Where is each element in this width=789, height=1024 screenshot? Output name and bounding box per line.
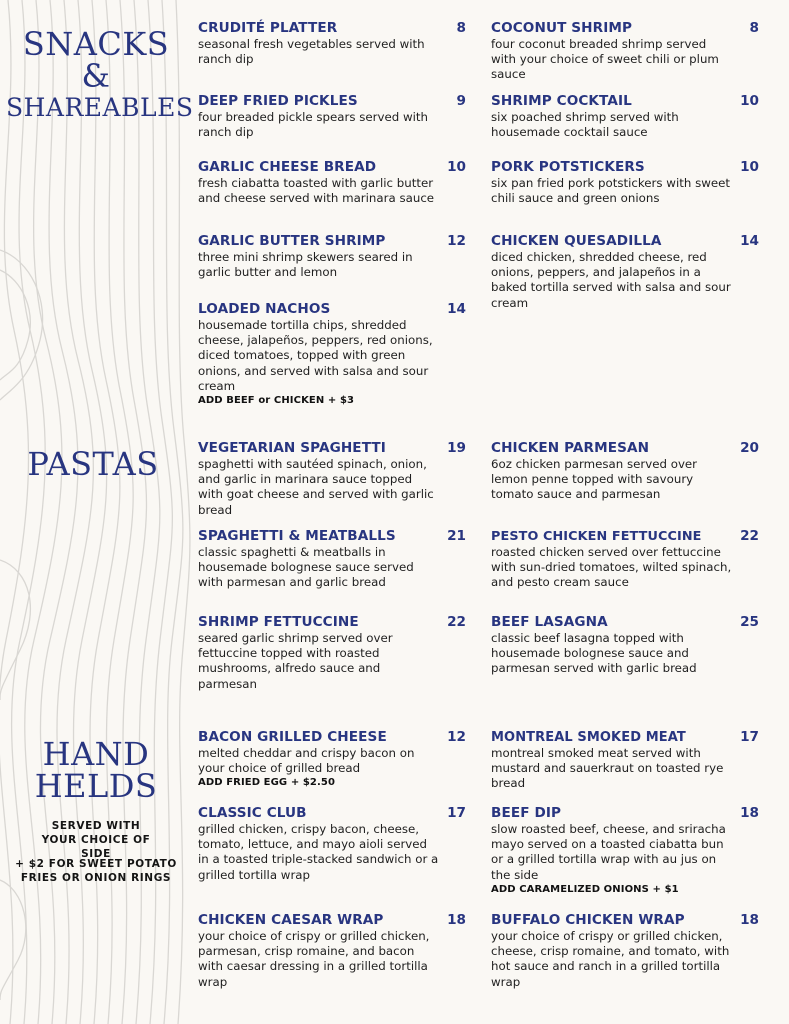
item-price: 22	[740, 528, 759, 544]
section-title-handhelds	[0, 735, 192, 805]
item-name: CLASSIC CLUB	[198, 805, 307, 821]
item-description: four breaded pickle spears served with ranch dip	[198, 110, 428, 140]
item-price: 9	[456, 93, 466, 109]
menu-item-shrimp-cocktail	[491, 93, 759, 140]
item-name: BUFFALO CHICKEN WRAP	[491, 912, 685, 928]
item-description: your choice of crispy or grilled chicken, parmesan, crisp romaine, and bacon with caesar dressing in a grilled tortilla wrap	[198, 929, 430, 989]
item-addon: ADD BEEF or CHICKEN + $3	[198, 395, 355, 407]
item-price: 14	[740, 233, 759, 249]
item-price: 21	[447, 528, 466, 544]
menu-item-chicken-parmesan	[491, 440, 759, 503]
item-price: 12	[447, 729, 466, 745]
menu-item-pesto-chicken-fettuccine	[491, 528, 759, 591]
item-description: roasted chicken served over fettuccine with sun-dried tomatoes, wilted spinach, and pesto cream sauce	[491, 545, 732, 590]
item-price: 19	[447, 440, 466, 456]
item-price: 20	[740, 440, 759, 456]
item-addon: ADD FRIED EGG + $2.50	[198, 777, 336, 789]
item-description: six poached shrimp served with housemade cocktail sauce	[491, 110, 679, 140]
item-name: DEEP FRIED PICKLES	[198, 93, 358, 109]
item-price: 10	[740, 159, 759, 175]
menu-item-coconut-shrimp	[491, 20, 759, 83]
menu-item-crudite-platter	[198, 20, 466, 67]
item-name: COCONUT SHRIMP	[491, 20, 633, 36]
item-description: classic beef lasagna topped with housemade bolognese sauce and parmesan served with garlic bread	[491, 631, 697, 676]
section-title-snacks-line2: SHAREABLES	[6, 93, 194, 122]
section-title-handhelds-line2: HELDS	[34, 767, 158, 805]
item-name: VEGETARIAN SPAGHETTI	[198, 440, 386, 456]
item-description: three mini shrimp skewers seared in garlic butter and lemon	[198, 250, 413, 280]
item-name: BEEF DIP	[491, 805, 562, 821]
section-title-pastas	[0, 445, 186, 483]
item-description: slow roasted beef, cheese, and sriracha mayo served on a toasted ciabatta bun or a grilled tortilla wrap with au jus on the side	[491, 822, 726, 882]
item-name: GARLIC CHEESE BREAD	[198, 159, 377, 175]
item-name: CHICKEN CAESAR WRAP	[198, 912, 384, 928]
menu-item-beef-lasagna	[491, 614, 759, 677]
item-description: montreal smoked meat served with mustard and sauerkraut on toasted rye bread	[491, 746, 724, 791]
item-price: 10	[447, 159, 466, 175]
item-price: 10	[740, 93, 759, 109]
item-description: your choice of crispy or grilled chicken, cheese, crisp romaine, and tomato, with hot sauce and ranch in a grilled tortilla wrap	[491, 929, 730, 989]
item-name: SHRIMP FETTUCCINE	[198, 614, 359, 630]
section-title-handhelds-line1: HAND	[42, 735, 150, 773]
item-description: diced chicken, shredded cheese, red onions, peppers, and jalapeños in a baked tortilla served with salsa and sour cream	[491, 250, 731, 310]
menu-item-montreal-smoked-meat	[491, 729, 759, 792]
item-name: SPAGHETTI & MEATBALLS	[198, 528, 396, 544]
item-name: CHICKEN PARMESAN	[491, 440, 650, 456]
menu-item-chicken-quesadilla	[491, 233, 759, 311]
item-price: 18	[447, 912, 466, 928]
item-price: 25	[740, 614, 759, 630]
item-name: BEEF LASAGNA	[491, 614, 608, 630]
menu-item-classic-club	[198, 805, 466, 883]
item-description: 6oz chicken parmesan served over lemon penne topped with savoury tomato sauce and parmesan	[491, 457, 698, 502]
menu-item-chicken-caesar-wrap	[198, 912, 466, 990]
item-name: GARLIC BUTTER SHRIMP	[198, 233, 386, 249]
section-title-pastas-text: PASTAS	[27, 445, 159, 483]
item-name: BACON GRILLED CHEESE	[198, 729, 387, 745]
item-price: 18	[740, 805, 759, 821]
menu-item-pork-potstickers	[491, 159, 759, 206]
menu-item-deep-fried-pickles	[198, 93, 466, 140]
item-description: seasonal fresh vegetables served with ranch dip	[198, 37, 425, 67]
item-price: 18	[740, 912, 759, 928]
item-description: seared garlic shrimp served over fettuccine topped with roasted mushrooms, alfredo sauce and parmesan	[198, 631, 393, 691]
item-description: four coconut breaded shrimp served with your choice of sweet chili or plum sauce	[491, 37, 719, 82]
item-price: 17	[740, 729, 759, 745]
item-description: six pan fried pork potstickers with sweet chili sauce and green onions	[491, 176, 731, 206]
menu-item-loaded-nachos	[198, 301, 466, 408]
item-price: 12	[447, 233, 466, 249]
menu-item-vegetarian-spaghetti	[198, 440, 466, 518]
item-addon: ADD CARAMELIZED ONIONS + $1	[491, 883, 679, 895]
handhelds-upgrade-note: + $2 FOR SWEET POTATO FRIES OR ONION RINGS	[15, 858, 177, 884]
item-price: 8	[456, 20, 466, 36]
item-name: PORK POTSTICKERS	[491, 159, 645, 175]
item-name: MONTREAL SMOKED MEAT	[491, 730, 686, 745]
item-name: LOADED NACHOS	[198, 301, 331, 317]
menu-item-garlic-cheese-bread	[198, 159, 466, 206]
menu-item-bacon-grilled-cheese	[198, 729, 466, 790]
item-price: 22	[447, 614, 466, 630]
item-price: 8	[749, 20, 759, 36]
section-title-snacks	[6, 25, 194, 122]
item-name: CRUDITÉ PLATTER	[198, 20, 338, 36]
menu-item-beef-dip	[491, 805, 759, 897]
handhelds-side-note: SERVED WITH YOUR CHOICE OF SIDE	[41, 820, 151, 860]
item-description: melted cheddar and crispy bacon on your choice of grilled bread	[198, 746, 415, 776]
item-name: PESTO CHICKEN FETTUCCINE	[491, 529, 702, 544]
item-description: grilled chicken, crispy bacon, cheese, tomato, lettuce, and mayo aioli served in a toasted triple-stacked sandwich or a grilled tortilla wrap	[198, 822, 439, 882]
item-name: SHRIMP COCKTAIL	[491, 93, 632, 109]
menu-item-buffalo-chicken-wrap	[491, 912, 759, 990]
item-price: 17	[447, 805, 466, 821]
item-description: fresh ciabatta toasted with garlic butter and cheese served with marinara sauce	[198, 176, 435, 206]
item-name: CHICKEN QUESADILLA	[491, 233, 662, 249]
menu-item-spaghetti-meatballs	[198, 528, 466, 591]
item-description: housemade tortilla chips, shredded cheese, jalapeños, peppers, red onions, diced tomatoes, topped with green onions, and served with salsa and sour cream	[198, 318, 433, 393]
item-price: 14	[447, 301, 466, 317]
menu-item-shrimp-fettuccine	[198, 614, 466, 692]
menu-item-garlic-butter-shrimp	[198, 233, 466, 280]
item-description: classic spaghetti & meatballs in housemade bolognese sauce served with parmesan and garlic bread	[198, 545, 414, 590]
item-description: spaghetti with sautéed spinach, onion, and garlic in marinara sauce topped with goat cheese and served with garlic bread	[198, 457, 434, 517]
section-title-snacks-line1: SNACKS &	[22, 25, 170, 95]
